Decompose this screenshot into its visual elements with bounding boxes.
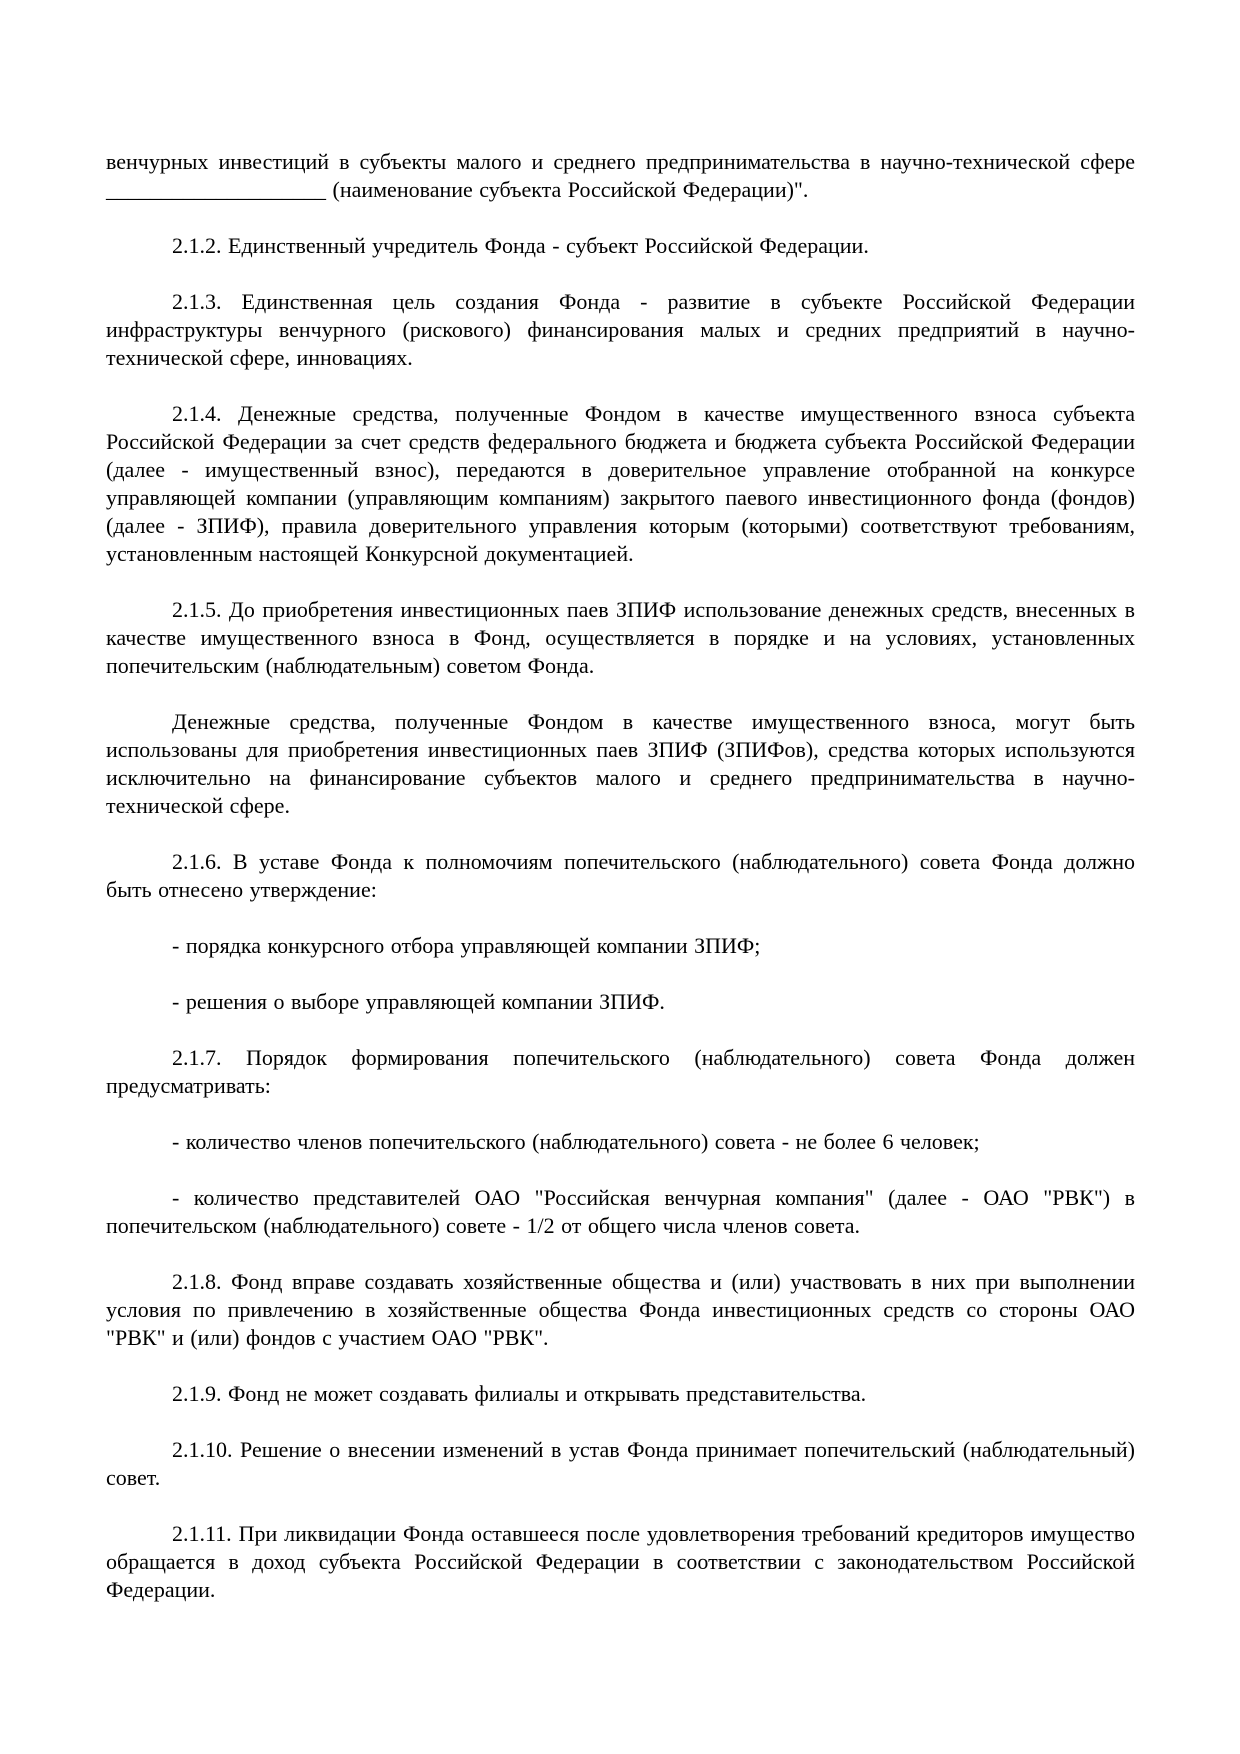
paragraph: 2.1.4. Денежные средства, полученные Фондом в качестве имущественного взноса субъекта Российской Федерации за счет средств федерального бюджета и бюджета субъекта Российской Федерации (далее - имущественный взнос), передаются в доверительное управление отобранной на конкурсе управляющей компании (управляющим компаниям) закрытого паевого инвестиционного фонда (фондов) (далее - ЗПИФ), правила доверительного управления которым (которыми) соответствуют требованиям, установленным настоящей Конкурсной документацией. xyxy=(106,401,1135,566)
paragraph: венчурных инвестиций в субъекты малого и среднего предпринимательства в научно-технической сфере ____________________ (наименование субъекта Российской Федерации)". xyxy=(106,149,1135,202)
paragraph: - количество представителей ОАО "Российская венчурная компания" (далее - ОАО "РВК") в попечительском (наблюдательного) совете - 1/2 от общего числа членов совета. xyxy=(106,1185,1135,1238)
paragraph: - порядка конкурсного отбора управляющей компании ЗПИФ; xyxy=(172,933,761,958)
paragraph: 2.1.8. Фонд вправе создавать хозяйственные общества и (или) участвовать в них при выполнении условия по привлечению в хозяйственные общества Фонда инвестиционных средств со стороны ОАО "РВК" и (или) фондов с участием ОАО "РВК". xyxy=(106,1269,1135,1350)
paragraph: 2.1.10. Решение о внесении изменений в устав Фонда принимает попечительский (наблюдательный) совет. xyxy=(106,1437,1135,1490)
paragraph: 2.1.2. Единственный учредитель Фонда - субъект Российской Федерации. xyxy=(172,233,869,258)
paragraph: 2.1.3. Единственная цель создания Фонда - развитие в субъекте Российской Федерации инфраструктуры венчурного (рискового) финансирования малых и средних предприятий в научно-технической сфере, инновациях. xyxy=(106,289,1135,370)
paragraph: - решения о выборе управляющей компании ЗПИФ. xyxy=(172,989,665,1014)
paragraph: 2.1.7. Порядок формирования попечительского (наблюдательного) совета Фонда должен предусматривать: xyxy=(106,1045,1135,1098)
document-body xyxy=(106,148,1135,1604)
paragraph: Денежные средства, полученные Фондом в качестве имущественного взноса, могут быть использованы для приобретения инвестиционных паев ЗПИФ (ЗПИФов), средства которых используются исключительно на финансирование субъектов малого и среднего предпринимательства в научно-технической сфере. xyxy=(106,709,1135,818)
paragraph: 2.1.5. До приобретения инвестиционных паев ЗПИФ использование денежных средств, внесенных в качестве имущественного взноса в Фонд, осуществляется в порядке и на условиях, установленных попечительским (наблюдательным) советом Фонда. xyxy=(106,597,1135,678)
paragraph: - количество членов попечительского (наблюдательного) совета - не более 6 человек; xyxy=(172,1129,980,1154)
paragraph: 2.1.6. В уставе Фонда к полномочиям попечительского (наблюдательного) совета Фонда должно быть отнесено утверждение: xyxy=(106,849,1135,902)
paragraph: 2.1.11. При ликвидации Фонда оставшееся после удовлетворения требований кредиторов имущество обращается в доход субъекта Российской Федерации в соответствии с законодательством Российской Федерации. xyxy=(106,1521,1135,1602)
paragraph: 2.1.9. Фонд не может создавать филиалы и открывать представительства. xyxy=(172,1381,867,1406)
